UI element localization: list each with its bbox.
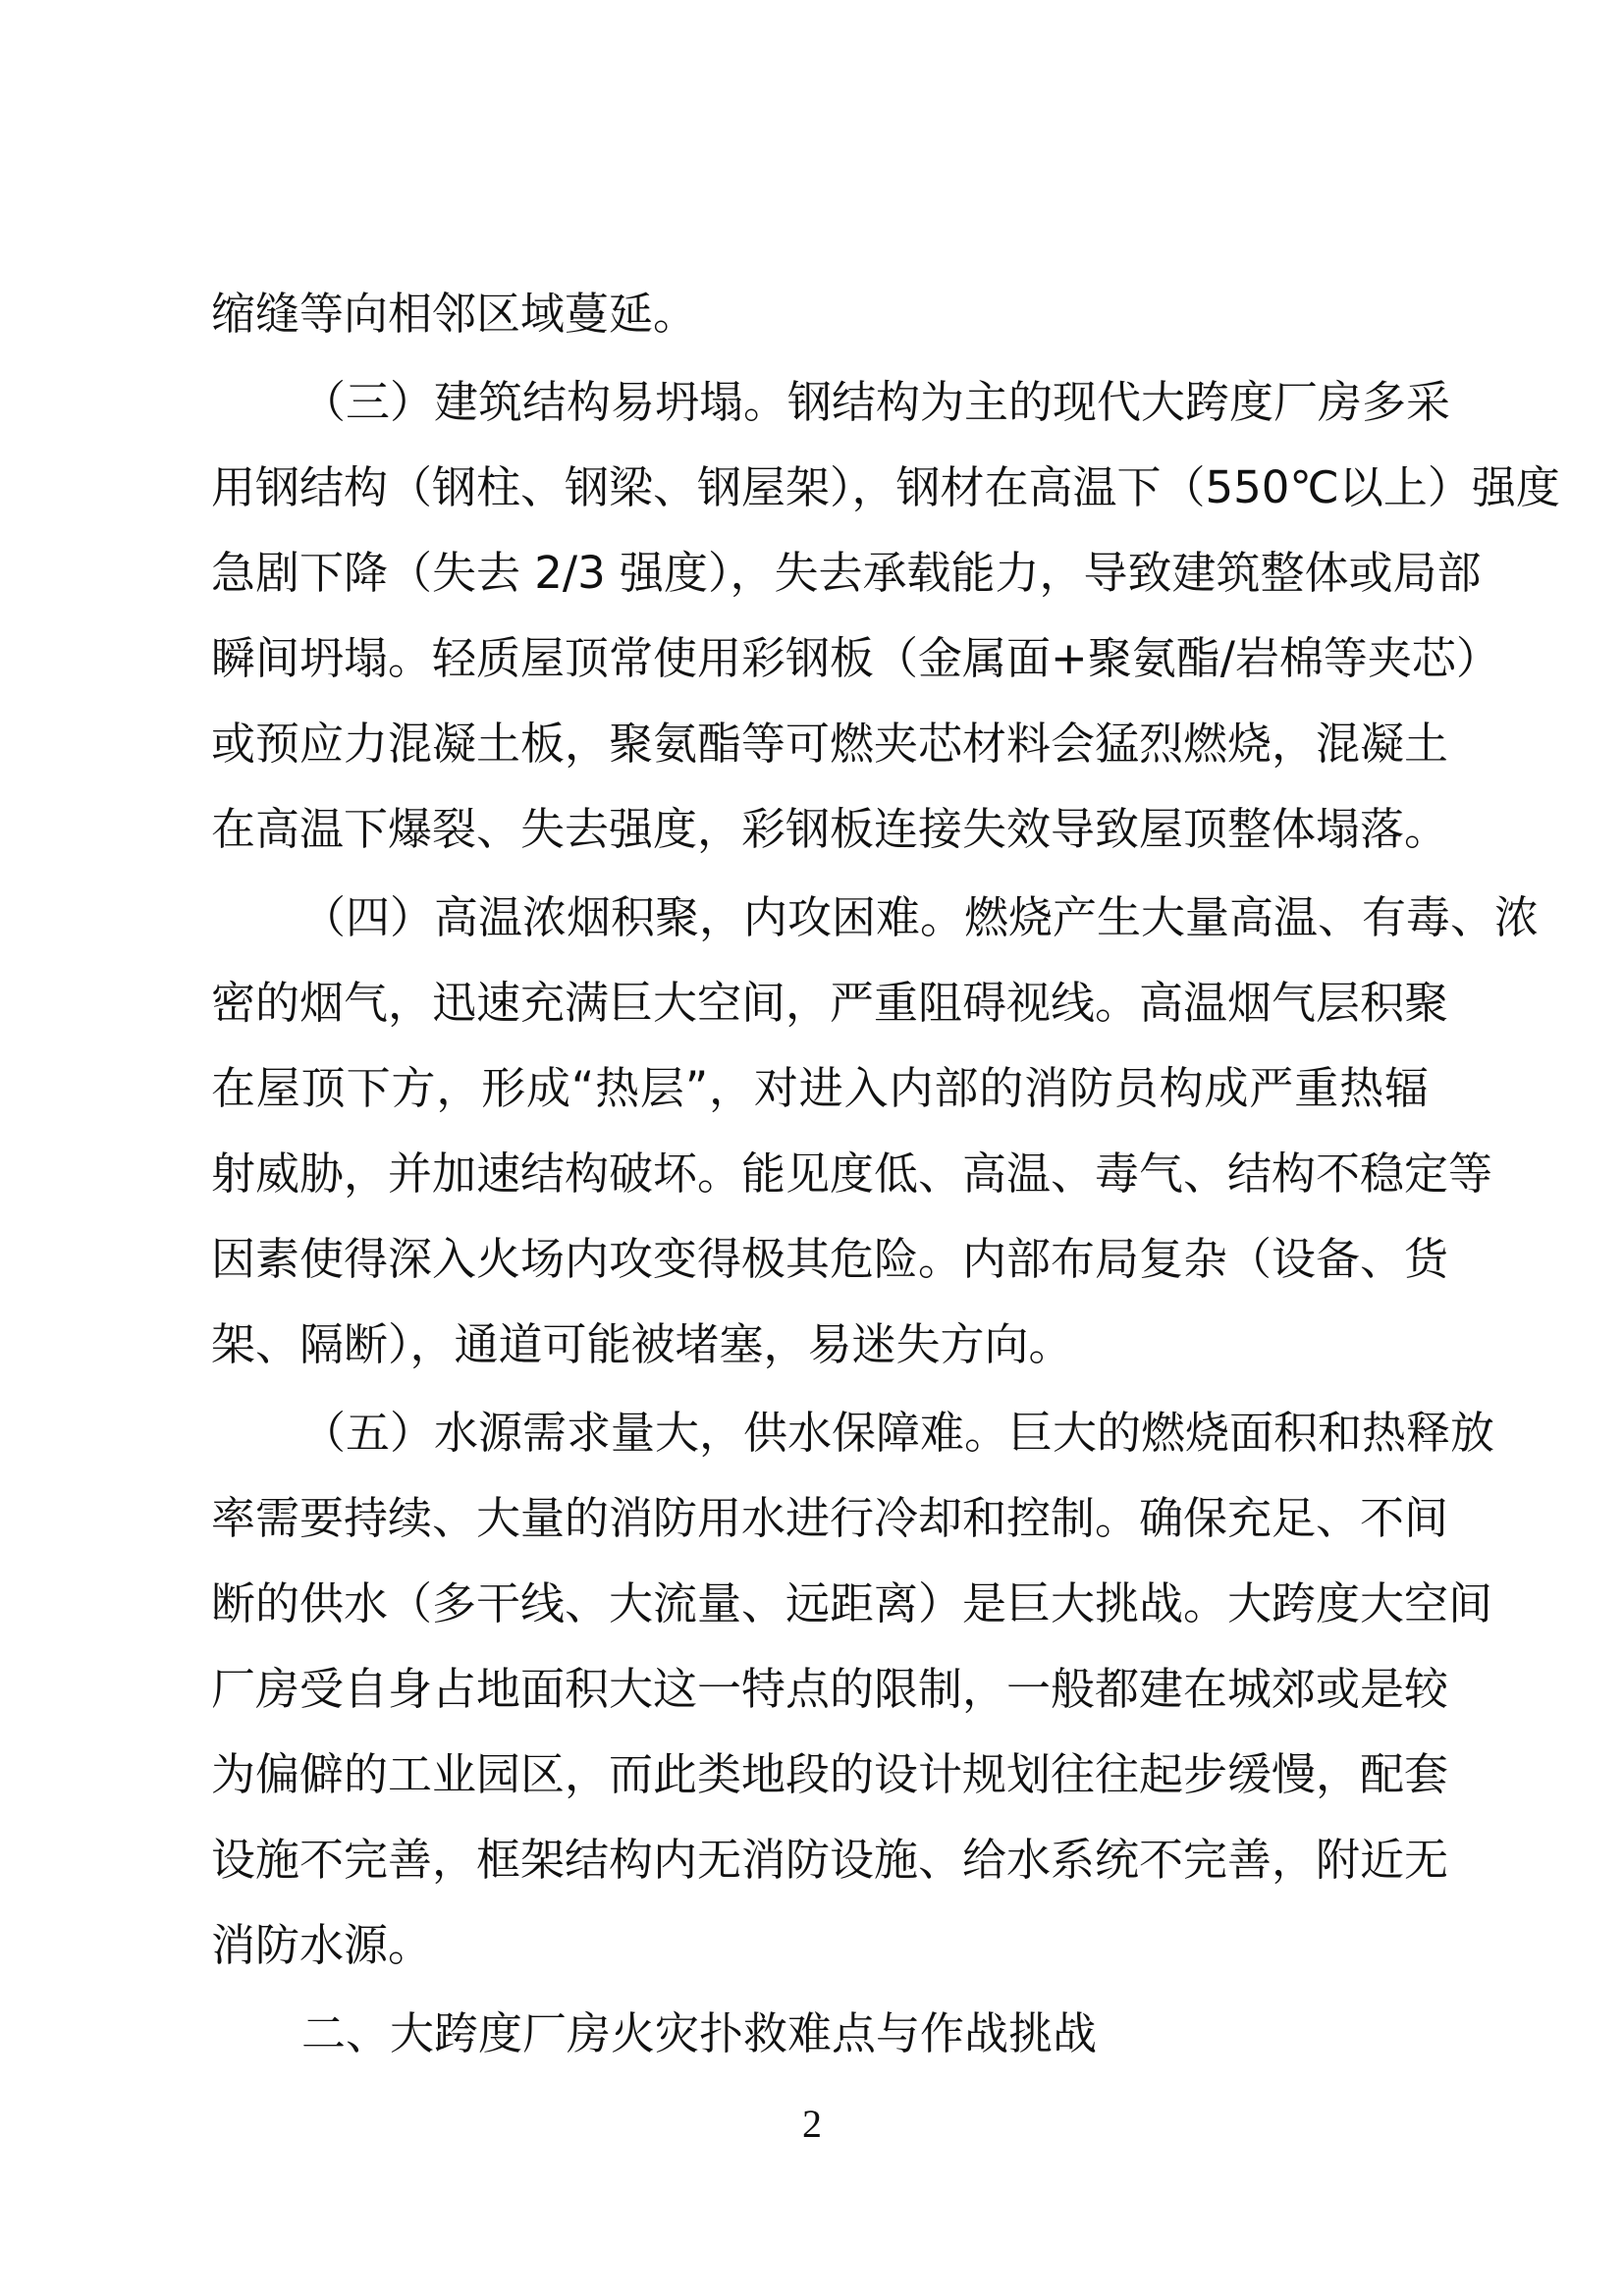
paragraph xyxy=(211,875,1540,1387)
text-line: 二、大跨度厂房火灾扑救难点与作战挑战 xyxy=(301,2007,1098,2059)
text-line: 率需要持续、大量的消防用水进行冷却和控制。确保充足、不间 xyxy=(211,1492,1449,1544)
text-line: 缩缝等向相邻区域蔓延。 xyxy=(211,288,698,340)
text-line: （五）水源需求量大，供水保障难。巨大的燃烧面积和热释放 xyxy=(301,1407,1495,1459)
paragraph xyxy=(211,271,1429,356)
text-line: 为偏僻的工业园区，而此类地段的设计规划往往起步缓慢，配套 xyxy=(211,1748,1449,1800)
text-line: 设施不完善，框架结构内无消防设施、给水系统不完善，附近无 xyxy=(211,1834,1449,1886)
text-line: 因素使得深入火场内攻变得极其危险。内部布局复杂（设备、货 xyxy=(211,1233,1449,1285)
text-line: 消防水源。 xyxy=(211,1919,433,1971)
document-body xyxy=(211,271,1560,2076)
paragraph xyxy=(211,359,1560,872)
text-line: （四）高温浓烟积聚，内攻困难。燃烧产生大量高温、有毒、浓 xyxy=(301,891,1540,943)
text-line: 架、隔断），通道可能被堵塞，易迷失方向。 xyxy=(211,1318,1073,1370)
text-line: 瞬间坍塌。轻质屋顶常使用彩钢板（金属面+聚氨酯/岩棉等夹芯） xyxy=(211,632,1500,684)
text-line: 急剧下降（失去 2/3 强度），失去承载能力，导致建筑整体或局部 xyxy=(211,547,1482,599)
text-line: 厂房受自身占地面积大这一特点的限制，一般都建在城郊或是较 xyxy=(211,1663,1449,1715)
text-line: 或预应力混凝土板，聚氨酯等可燃夹芯材料会猛烈燃烧，混凝土 xyxy=(211,718,1449,770)
text-line: 在高温下爆裂、失去强度，彩钢板连接失效导致屋顶整体塌落。 xyxy=(211,803,1449,855)
section-heading xyxy=(211,1991,1429,2076)
text-line: 断的供水（多干线、大流量、远距离）是巨大挑战。大跨度大空间 xyxy=(211,1577,1493,1629)
text-line: 用钢结构（钢柱、钢梁、钢屋架），钢材在高温下（550℃以上）强度 xyxy=(211,461,1560,513)
page-number: 2 xyxy=(802,2102,822,2146)
paragraph xyxy=(211,1390,1495,1988)
text-line: （三）建筑结构易坍塌。钢结构为主的现代大跨度厂房多采 xyxy=(301,376,1451,428)
text-line: 射威胁，并加速结构破坏。能见度低、高温、毒气、结构不稳定等 xyxy=(211,1148,1493,1200)
text-line: 密的烟气，迅速充满巨大空间，严重阻碍视线。高温烟气层积聚 xyxy=(211,977,1449,1029)
text-line: 在屋顶下方，形成“热层”，对进入内部的消防员构成严重热辐 xyxy=(211,1062,1429,1114)
